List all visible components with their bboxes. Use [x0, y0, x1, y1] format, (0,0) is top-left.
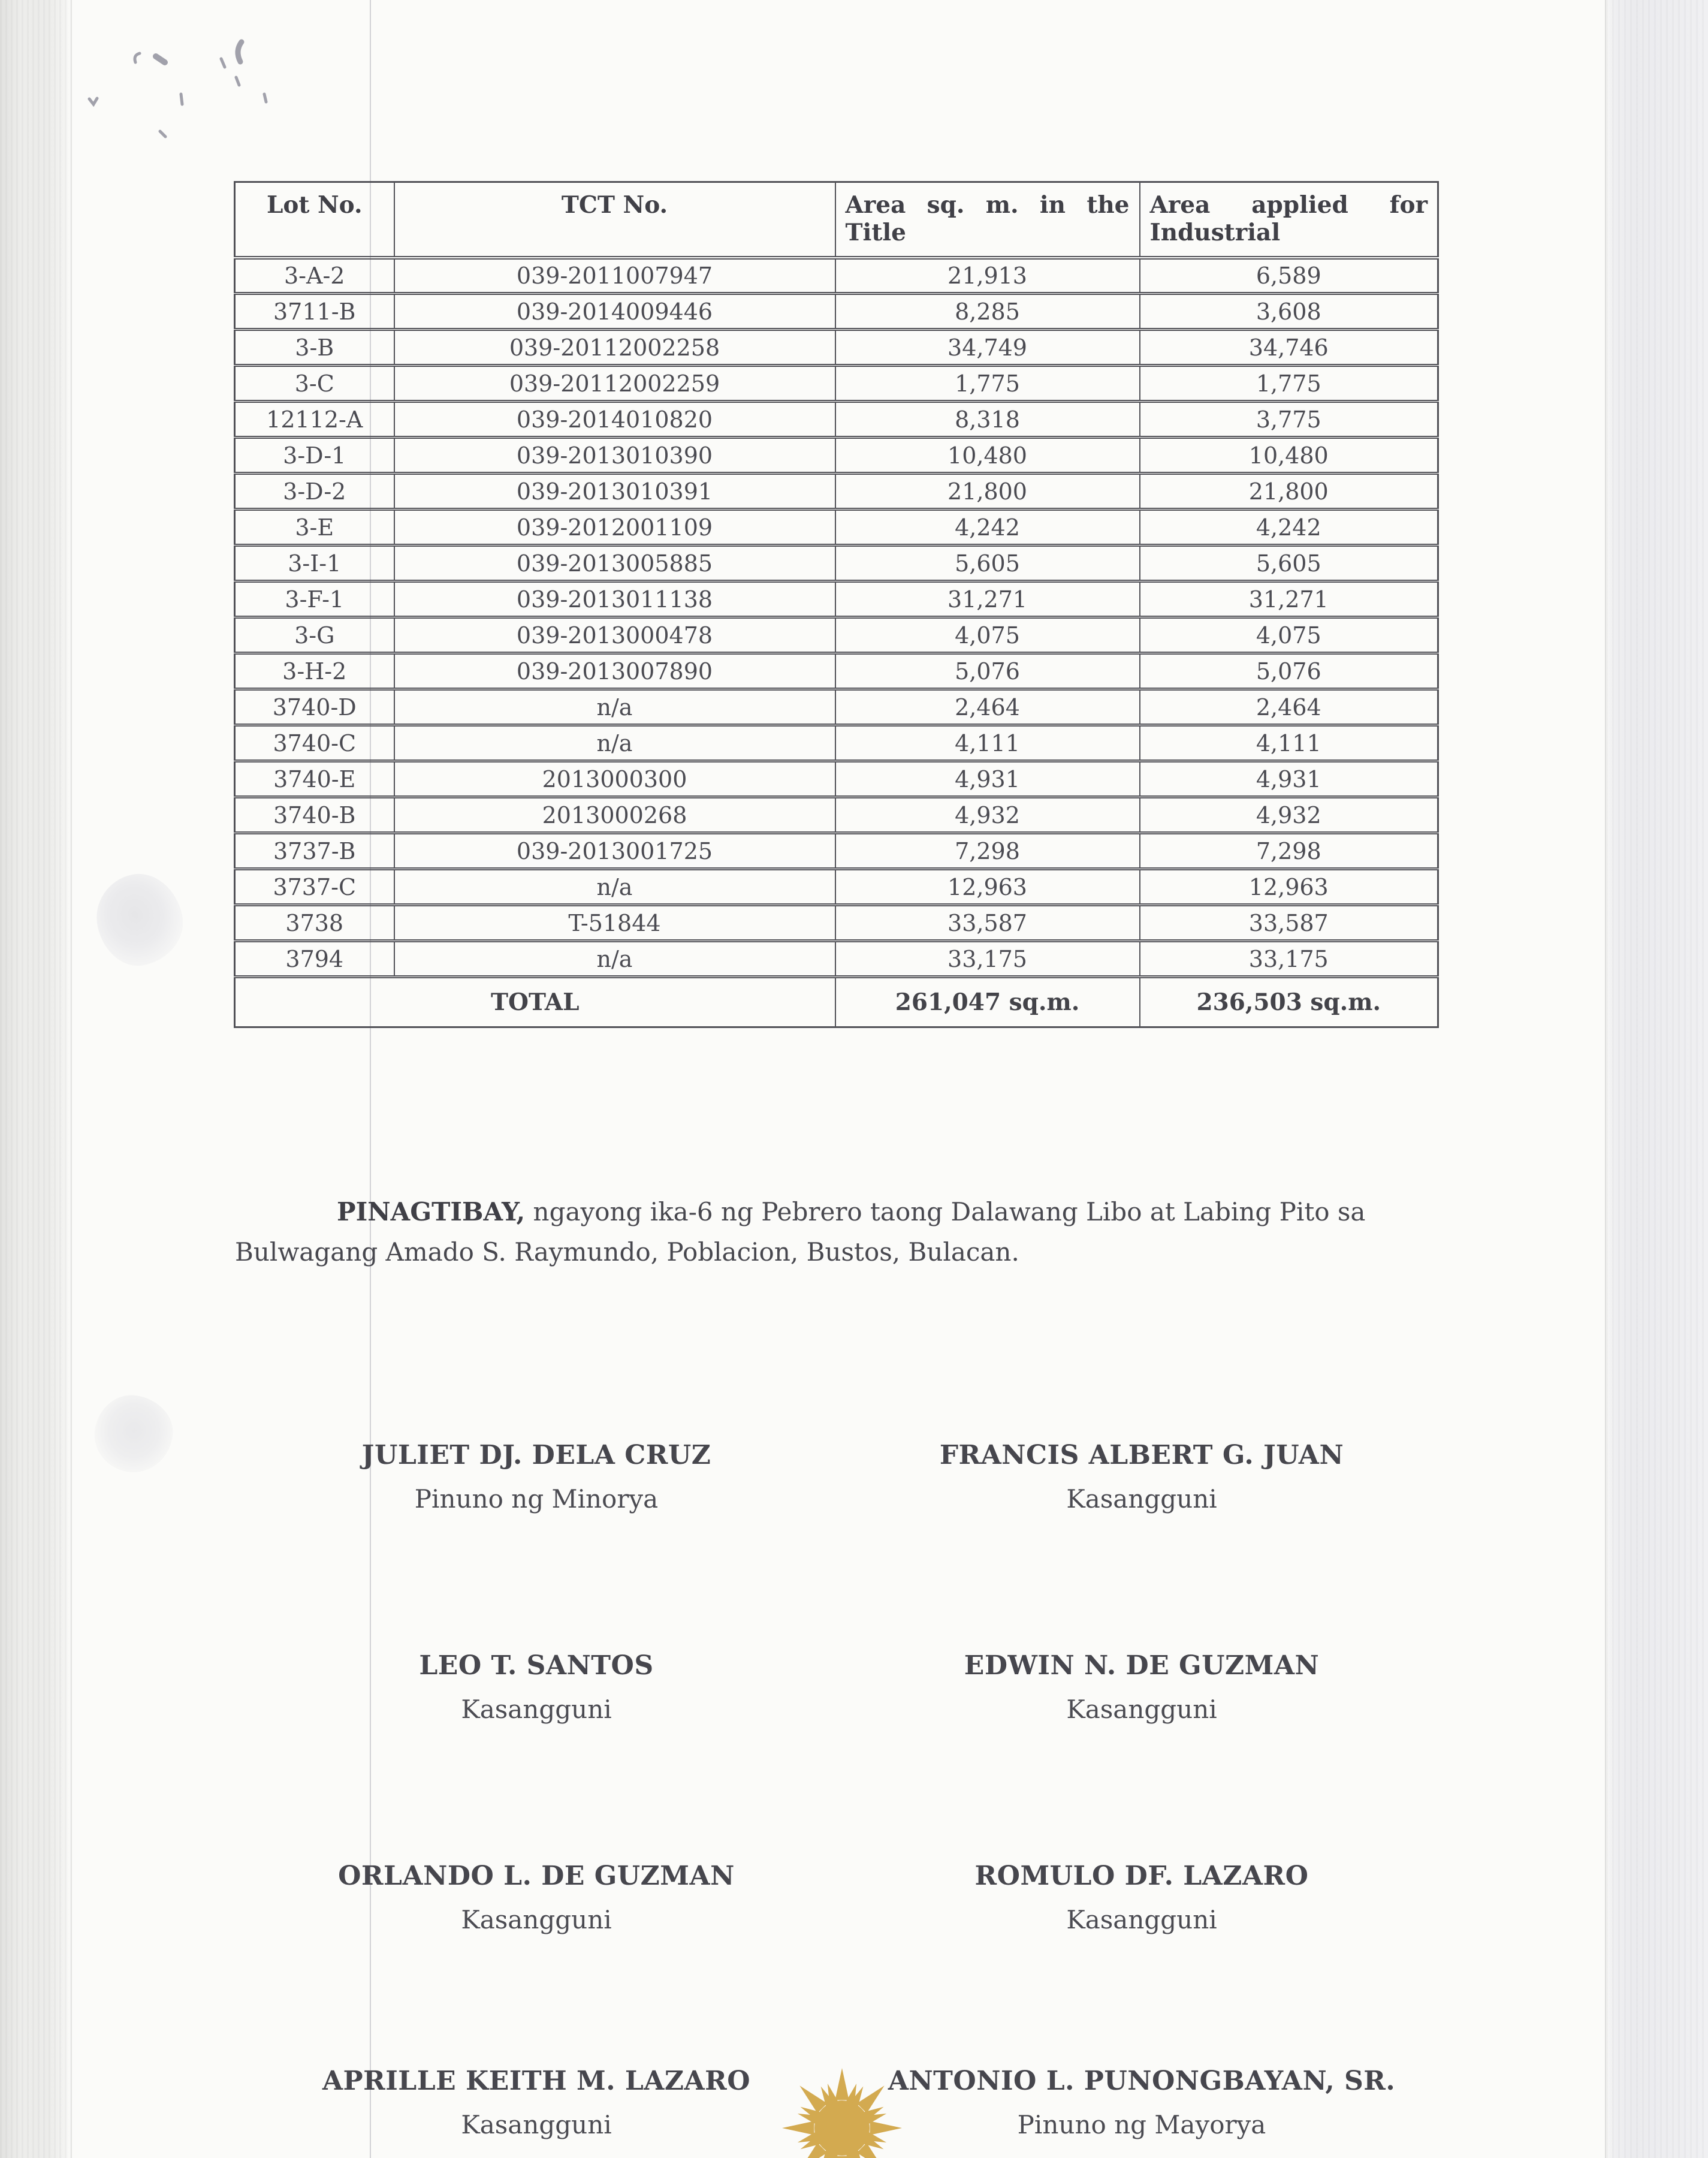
table-cell: 3740-C	[235, 725, 394, 761]
table-cell: 4,075	[835, 617, 1140, 653]
table-row	[235, 474, 1438, 510]
table-body	[235, 258, 1438, 977]
table-cell: n/a	[394, 725, 835, 761]
table-cell: 039-2013010390	[394, 438, 835, 474]
table-row	[235, 869, 1438, 905]
signatory-name: ANTONIO L. PUNONGBAYAN, SR.	[888, 2066, 1396, 2096]
signatory-name: ORLANDO L. DE GUZMAN	[338, 1861, 735, 1891]
table-cell: 039-2013005885	[394, 545, 835, 581]
signatory-block	[839, 1440, 1444, 1514]
table-total-row	[235, 977, 1438, 1027]
signatory-name: EDWIN N. DE GUZMAN	[964, 1650, 1320, 1681]
signatory-block	[234, 2066, 839, 2140]
paragraph-lead-word: PINAGTIBAY,	[337, 1197, 526, 1226]
signatory-block	[839, 1861, 1444, 1935]
table-row	[235, 941, 1438, 977]
signatory-block	[839, 2066, 1444, 2140]
table-cell: 10,480	[835, 438, 1140, 474]
table-row	[235, 545, 1438, 581]
signatory-name: FRANCIS ALBERT G. JUAN	[939, 1440, 1344, 1470]
table-cell: 3711-B	[235, 294, 394, 330]
table-cell: 039-2014009446	[394, 294, 835, 330]
table-cell: 4,111	[1140, 725, 1438, 761]
table-cell: n/a	[394, 941, 835, 977]
table-cell: 4,932	[835, 797, 1140, 833]
table-row	[235, 581, 1438, 617]
table-cell: 33,587	[835, 905, 1140, 941]
table-cell: 3-F-1	[235, 581, 394, 617]
total-label-cell: TOTAL	[235, 977, 835, 1027]
signatory-name: ROMULO DF. LAZARO	[974, 1861, 1309, 1891]
table-row	[235, 833, 1438, 869]
table-cell: 3-A-2	[235, 258, 394, 294]
table-row	[235, 294, 1438, 330]
table-cell: 33,587	[1140, 905, 1438, 941]
table-row	[235, 905, 1438, 941]
table-cell: 2013000300	[394, 761, 835, 797]
signatory-block	[234, 1650, 839, 1725]
table-cell: 7,298	[1140, 833, 1438, 869]
table-row	[235, 689, 1438, 725]
lot-area-table	[234, 181, 1439, 1028]
table-row	[235, 366, 1438, 402]
table-cell: 33,175	[1140, 941, 1438, 977]
table-cell: 039-2013000478	[394, 617, 835, 653]
table-cell: 4,111	[835, 725, 1140, 761]
signatory-name: JULIET DJ. DELA CRUZ	[361, 1440, 711, 1470]
table-cell: 3,608	[1140, 294, 1438, 330]
table-cell: 31,271	[1140, 581, 1438, 617]
table-cell: n/a	[394, 869, 835, 905]
table-row	[235, 725, 1438, 761]
signatory-title: Kasangguni	[1066, 1905, 1217, 1934]
table-cell: 2,464	[835, 689, 1140, 725]
table-cell: 21,800	[835, 474, 1140, 510]
table-row	[235, 617, 1438, 653]
table-cell: 12,963	[1140, 869, 1438, 905]
table-cell: 34,746	[1140, 330, 1438, 366]
table-row	[235, 438, 1438, 474]
table-cell: 4,931	[1140, 761, 1438, 797]
signatory-title: Kasangguni	[1066, 1484, 1217, 1514]
table-cell: 039-20112002258	[394, 330, 835, 366]
table-row	[235, 258, 1438, 294]
table-cell: 3-B	[235, 330, 394, 366]
table-cell: 5,076	[835, 653, 1140, 689]
table-cell: 5,605	[835, 545, 1140, 581]
table-cell: 33,175	[835, 941, 1140, 977]
table-cell: 4,242	[1140, 510, 1438, 545]
table-header	[235, 182, 1438, 258]
col-header-area-title: Area sq. m. in the Title	[835, 182, 1140, 258]
table-cell: 039-2012001109	[394, 510, 835, 545]
table-row	[235, 402, 1438, 438]
table-cell: 3737-B	[235, 833, 394, 869]
signatory-title: Pinuno ng Mayorya	[1017, 2110, 1266, 2139]
signature-row-2	[234, 1650, 1444, 1725]
table-cell: 12112-A	[235, 402, 394, 438]
table-cell: 039-2011007947	[394, 258, 835, 294]
table-cell: 3740-D	[235, 689, 394, 725]
table-cell: 1,775	[1140, 366, 1438, 402]
table-cell: 3,775	[1140, 402, 1438, 438]
signatory-block	[234, 1861, 839, 1935]
signatory-block	[234, 1440, 839, 1514]
signature-row-1	[234, 1440, 1444, 1514]
table-cell: 039-2013007890	[394, 653, 835, 689]
scanner-edge-left	[0, 0, 72, 2158]
signatory-title: Kasangguni	[461, 2110, 612, 2139]
table-cell: 8,318	[835, 402, 1140, 438]
signatory-title: Kasangguni	[461, 1695, 612, 1724]
paper-damage-blob	[90, 1391, 178, 1478]
table-cell: 31,271	[835, 581, 1140, 617]
table-cell: 3-H-2	[235, 653, 394, 689]
table-cell: 3-I-1	[235, 545, 394, 581]
signatory-title: Pinuno ng Minorya	[414, 1484, 659, 1514]
table-cell: 2,464	[1140, 689, 1438, 725]
table-cell: 10,480	[1140, 438, 1438, 474]
table-cell: 3-D-1	[235, 438, 394, 474]
table-row	[235, 797, 1438, 833]
adoption-paragraph	[235, 1192, 1481, 1272]
table-cell: 4,932	[1140, 797, 1438, 833]
total-area-title-cell: 261,047 sq.m.	[835, 977, 1140, 1027]
table-cell: 6,589	[1140, 258, 1438, 294]
scanner-edge-right	[1605, 0, 1708, 2158]
table-row	[235, 761, 1438, 797]
table-cell: 4,075	[1140, 617, 1438, 653]
col-header-tct-no: TCT No.	[394, 182, 835, 258]
table-cell: 34,749	[835, 330, 1140, 366]
table-cell: n/a	[394, 689, 835, 725]
table-row	[235, 330, 1438, 366]
signatory-name: APRILLE KEITH M. LAZARO	[322, 2066, 751, 2096]
table-cell: 1,775	[835, 366, 1140, 402]
signatory-name: LEO T. SANTOS	[419, 1650, 654, 1681]
table-cell: 039-2014010820	[394, 402, 835, 438]
table-cell: 3740-E	[235, 761, 394, 797]
table-cell: 8,285	[835, 294, 1140, 330]
table-cell: 3737-C	[235, 869, 394, 905]
table-cell: 5,605	[1140, 545, 1438, 581]
signatory-title: Kasangguni	[461, 1905, 612, 1934]
table-cell: 3738	[235, 905, 394, 941]
signature-row-3	[234, 1861, 1444, 1935]
table-row	[235, 510, 1438, 545]
pen-marks	[84, 17, 318, 179]
table-cell: 21,800	[1140, 474, 1438, 510]
paragraph-line1: ngayong ika-6 ng Pebrero taong Dalawang Libo at Labing Pito sa	[525, 1197, 1366, 1226]
col-header-lot-no: Lot No.	[235, 182, 394, 258]
table-cell: 039-20112002259	[394, 366, 835, 402]
signatory-title: Kasangguni	[1066, 1695, 1217, 1724]
table-cell: 21,913	[835, 258, 1140, 294]
col-header-area-applied: Area applied for Industrial	[1140, 182, 1438, 258]
table-cell: 3-D-2	[235, 474, 394, 510]
table-cell: 3-G	[235, 617, 394, 653]
table-cell: 039-2013001725	[394, 833, 835, 869]
total-area-applied-cell: 236,503 sq.m.	[1140, 977, 1438, 1027]
table-cell: 039-2013010391	[394, 474, 835, 510]
table-cell: 3740-B	[235, 797, 394, 833]
table-cell: 7,298	[835, 833, 1140, 869]
table-cell: 4,931	[835, 761, 1140, 797]
signatory-block	[839, 1650, 1444, 1725]
signature-row-4	[234, 2066, 1444, 2140]
paper-damage-blob	[89, 866, 191, 973]
table-cell: 3-E	[235, 510, 394, 545]
table-cell: 4,242	[835, 510, 1140, 545]
table-cell: 039-2013011138	[394, 581, 835, 617]
table-cell: 3794	[235, 941, 394, 977]
table-cell: 5,076	[1140, 653, 1438, 689]
table-cell: 3-C	[235, 366, 394, 402]
table-cell: 12,963	[835, 869, 1140, 905]
table-cell: 2013000268	[394, 797, 835, 833]
paragraph-line2: Bulwagang Amado S. Raymundo, Poblacion, Bustos, Bulacan.	[235, 1237, 1019, 1267]
table-row	[235, 653, 1438, 689]
table-cell: T-51844	[394, 905, 835, 941]
